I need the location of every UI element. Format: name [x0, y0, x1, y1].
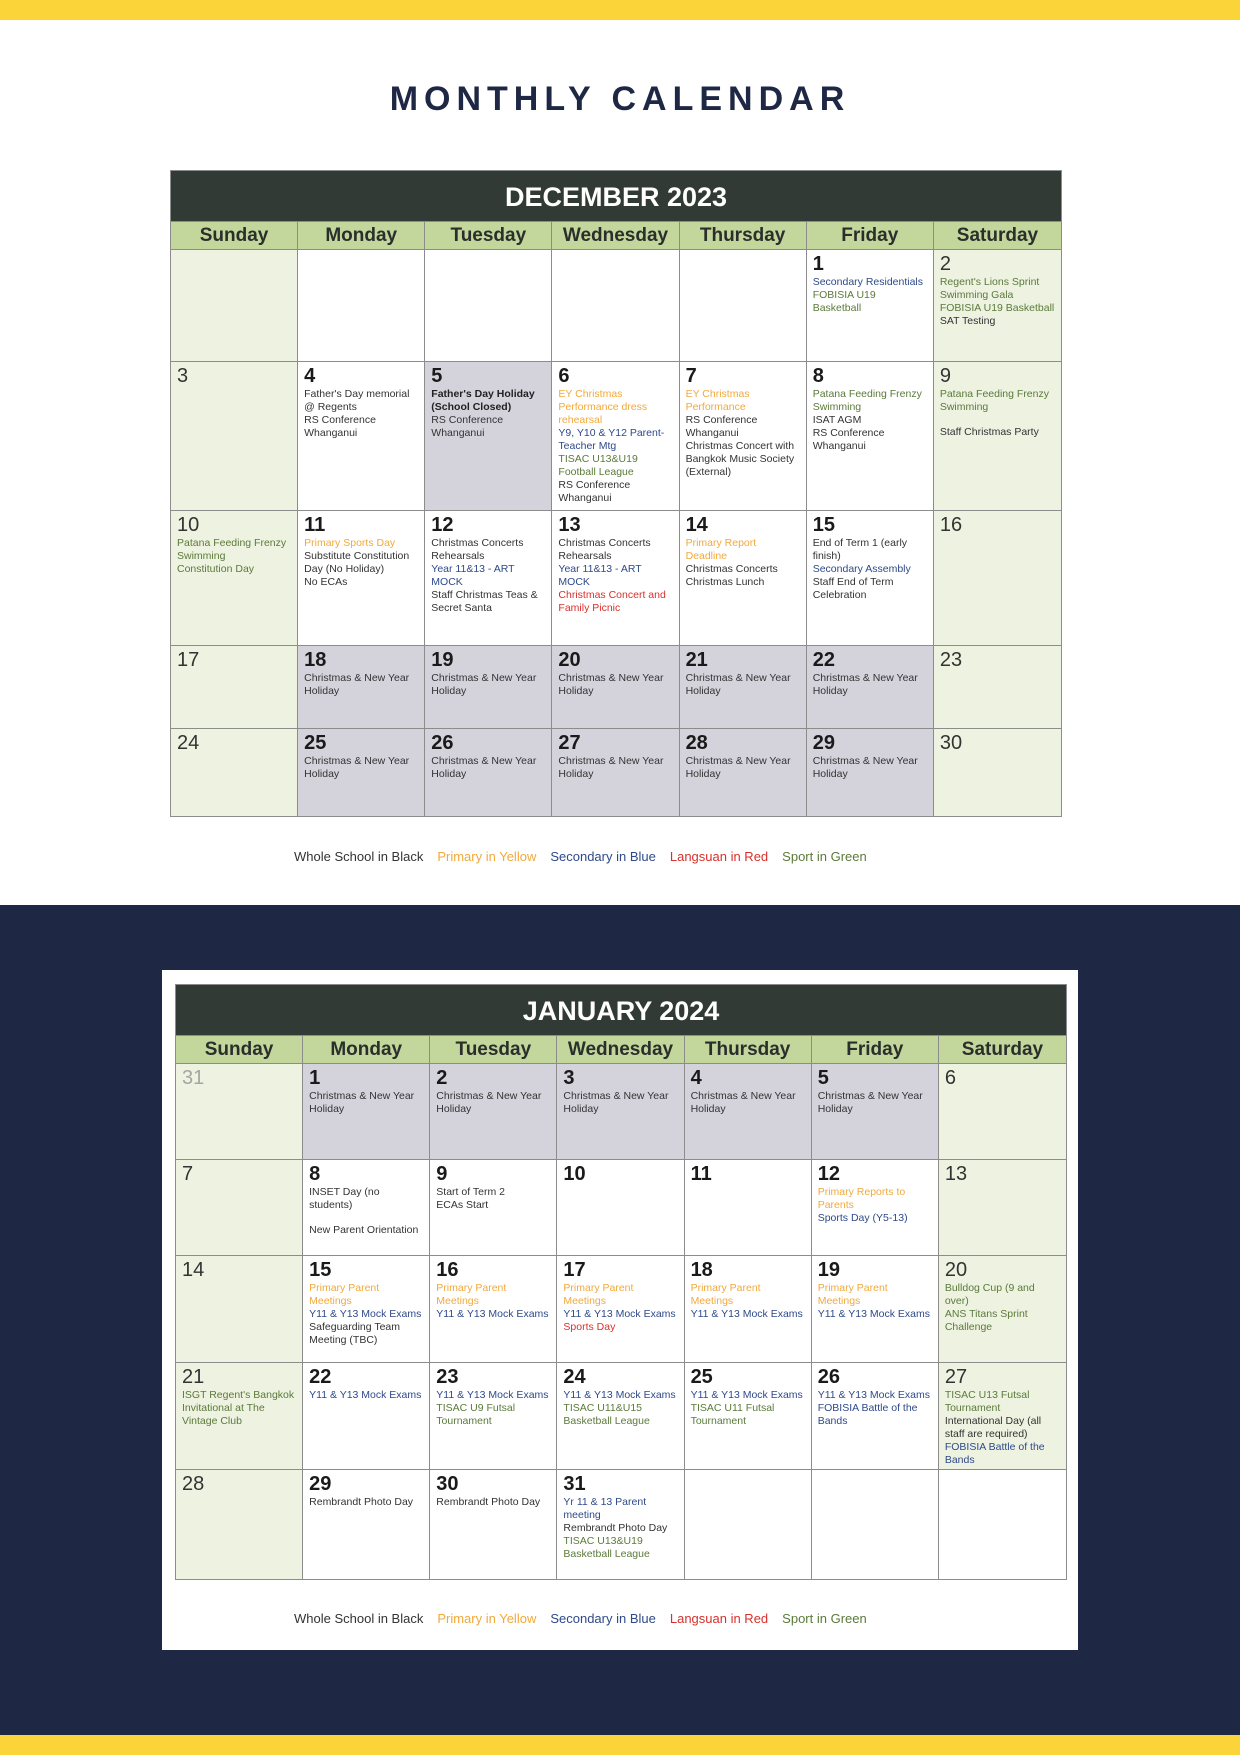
event-text: Secondary Residentials [812, 276, 924, 288]
event-text: FOBISIA Battle of the Bands [817, 1402, 918, 1427]
day-cell [557, 1362, 684, 1469]
day-number: 31 [182, 1067, 205, 1089]
event-text: Y9, Y10 & Y12 Parent-Teacher Mtg [558, 427, 665, 452]
day-number: 14 [182, 1259, 205, 1281]
day-number: 27 [944, 1366, 968, 1388]
event-text: ISGT Regent's Bangkok Invitational at The Vintage Club [182, 1389, 295, 1427]
event-text: Christmas & New Year Holiday [436, 1090, 542, 1115]
day-number: 3 [563, 1067, 575, 1089]
event-text: Christmas & New Year Holiday [817, 1090, 923, 1115]
event-text: Y11 & Y13 Mock Exams [817, 1308, 930, 1320]
day-number: 19 [817, 1259, 840, 1281]
event-text: Primary Parent Meetings [309, 1282, 380, 1307]
day-cell [939, 1063, 1066, 1159]
event-text [309, 1212, 423, 1224]
weekday-wednesday: Wednesday [557, 1036, 684, 1064]
day-cell [812, 1469, 939, 1579]
day-number: 16 [939, 514, 963, 536]
event-text: INSET Day (no students) [309, 1186, 380, 1211]
legend-item: Secondary in Blue [550, 849, 656, 864]
event-text: Christmas & New Year Holiday [685, 672, 791, 697]
day-cell [430, 1159, 557, 1255]
weekday-sunday: Sunday [176, 1036, 303, 1064]
day-number: 13 [944, 1163, 968, 1185]
day-number: 8 [309, 1163, 321, 1185]
event-text: Father's Day Holiday (School Closed) [431, 388, 535, 413]
event-text: Y11 & Y13 Mock Exams [436, 1308, 549, 1320]
event-text: RS Conference Whanganui [812, 427, 885, 452]
day-cell [685, 1063, 812, 1159]
day-cell [557, 1469, 684, 1579]
event-text: RS Conference Whanganui [431, 414, 504, 439]
event-text: TISAC U9 Futsal Tournament [436, 1402, 516, 1427]
day-cell [685, 1159, 812, 1255]
day-number: 6 [558, 365, 570, 387]
event-text: Y11 & Y13 Mock Exams [563, 1389, 676, 1401]
day-number: 29 [812, 732, 835, 754]
event-text: Substitute Constitution Day (No Holiday) [304, 550, 410, 575]
day-number: 27 [558, 732, 581, 754]
day-cell [298, 249, 425, 361]
day-number: 20 [558, 649, 581, 671]
event-text: Christmas Concert and Family Picnic [558, 589, 666, 614]
day-cell [298, 728, 425, 816]
day-cell [298, 361, 425, 510]
calendar-december-2023 [170, 170, 1062, 817]
day-number: 19 [431, 649, 454, 671]
event-text: FOBISIA Battle of the Bands [944, 1441, 1045, 1466]
day-cell [430, 1469, 557, 1579]
day-cell [680, 728, 807, 816]
day-number: 7 [685, 365, 697, 387]
day-number: 9 [436, 1163, 448, 1185]
day-cell [303, 1362, 430, 1469]
day-cell [303, 1159, 430, 1255]
day-number: 1 [812, 253, 824, 275]
weekday-wednesday: Wednesday [552, 222, 679, 250]
legend-item: Langsuan in Red [669, 849, 769, 864]
day-number: 23 [436, 1366, 459, 1388]
day-cell [171, 249, 298, 361]
event-text: Sports Day (Y5-13) [817, 1212, 908, 1224]
day-number: 11 [690, 1163, 712, 1185]
day-cell [939, 1255, 1066, 1362]
day-number: 16 [436, 1259, 459, 1281]
event-text: Primary Parent Meetings [563, 1282, 634, 1307]
legend-item: Langsuan in Red [669, 1611, 769, 1626]
day-cell [812, 1255, 939, 1362]
day-cell [298, 645, 425, 728]
event-text: TISAC U11 Futsal Tournament [690, 1402, 775, 1427]
event-text: Father's Day memorial @ Regents [304, 388, 410, 413]
day-cell [425, 645, 552, 728]
day-number: 5 [431, 365, 443, 387]
day-cell [685, 1255, 812, 1362]
event-text: Christmas Concerts Rehearsals [558, 537, 651, 562]
event-text: Yr 11 & 13 Parent meeting [563, 1496, 647, 1521]
day-number: 1 [309, 1067, 321, 1089]
day-cell [685, 1362, 812, 1469]
event-text: Rembrandt Photo Day [436, 1496, 541, 1508]
event-text: Christmas & New Year Holiday [563, 1090, 669, 1115]
event-text: Christmas & New Year Holiday [431, 672, 537, 697]
event-text: Primary Reports to Parents [817, 1186, 906, 1211]
day-cell [807, 361, 934, 510]
day-cell [807, 728, 934, 816]
day-cell [171, 728, 298, 816]
event-text: ECAs Start [436, 1199, 489, 1211]
event-text: ISAT AGM [812, 414, 862, 426]
event-text: RS Conference Whanganui [558, 479, 631, 504]
day-cell [557, 1159, 684, 1255]
event-text: Sports Day [563, 1321, 616, 1333]
day-number: 13 [558, 514, 581, 536]
event-text: Constitution Day [177, 563, 255, 575]
event-text: RS Conference Whanganui [304, 414, 376, 439]
day-number: 17 [177, 649, 200, 671]
day-cell [934, 645, 1061, 728]
calendar-grid [171, 249, 1061, 816]
day-cell [552, 249, 679, 361]
day-cell [176, 1255, 303, 1362]
day-number: 21 [685, 649, 708, 671]
day-cell [939, 1469, 1066, 1579]
day-number: 28 [182, 1473, 205, 1495]
event-text: Y11 & Y13 Mock Exams [690, 1308, 803, 1320]
day-cell [176, 1362, 303, 1469]
day-cell [430, 1063, 557, 1159]
day-number: 10 [563, 1163, 586, 1185]
event-text: FOBISIA U19 Basketball [939, 302, 1055, 314]
day-cell [807, 645, 934, 728]
weekday-saturday: Saturday [939, 1036, 1066, 1064]
day-number: 11 [304, 514, 326, 536]
event-text: FOBISIA U19 Basketball [812, 289, 876, 314]
day-number: 30 [939, 732, 963, 754]
event-text: Christmas & New Year Holiday [309, 1090, 415, 1115]
top-accent-bar [0, 0, 1240, 20]
bottom-accent-bar [0, 1735, 1240, 1755]
event-text: TISAC U13&U19 Basketball League [563, 1535, 650, 1560]
event-text: Christmas & New Year Holiday [558, 672, 664, 697]
legend-item: Secondary in Blue [550, 1611, 656, 1626]
day-cell [425, 728, 552, 816]
day-number: 26 [431, 732, 454, 754]
day-cell [425, 510, 552, 645]
day-number: 9 [939, 365, 951, 387]
day-cell [552, 361, 679, 510]
day-number: 10 [177, 514, 200, 536]
day-cell [812, 1362, 939, 1469]
event-text: Primary Parent Meetings [436, 1282, 507, 1307]
event-text: Y11 & Y13 Mock Exams [690, 1389, 803, 1401]
day-number: 25 [304, 732, 327, 754]
day-number: 2 [436, 1067, 448, 1089]
event-text: EY Christmas Performance dress rehearsal [558, 388, 648, 426]
calendar-month-title: JANUARY 2024 [176, 985, 1066, 1035]
weekday-monday: Monday [298, 222, 425, 250]
event-text: Year 11&13 - ART MOCK [558, 563, 642, 588]
color-legend-january [294, 1611, 881, 1626]
day-number: 7 [182, 1163, 194, 1185]
event-text: Christmas & New Year Holiday [304, 672, 410, 697]
day-number: 4 [690, 1067, 702, 1089]
day-cell [552, 728, 679, 816]
day-cell [176, 1159, 303, 1255]
event-text: Y11 & Y13 Mock Exams [563, 1308, 676, 1320]
day-cell [171, 645, 298, 728]
event-text: Staff Christmas Teas & Secret Santa [431, 589, 538, 614]
event-text: New Parent Orientation [309, 1224, 419, 1236]
legend-item: Sport in Green [782, 849, 867, 864]
day-cell [557, 1063, 684, 1159]
day-cell [685, 1469, 812, 1579]
day-cell [552, 510, 679, 645]
event-text: Year 11&13 - ART MOCK [431, 563, 515, 588]
day-number: 5 [817, 1067, 829, 1089]
day-number: 15 [309, 1259, 332, 1281]
day-number: 12 [431, 514, 454, 536]
weekday-saturday: Saturday [934, 222, 1061, 250]
legend-item: Sport in Green [782, 1611, 867, 1626]
event-text: Y11 & Y13 Mock Exams [817, 1389, 930, 1401]
day-number: 25 [690, 1366, 713, 1388]
event-text: Regent's Lions Sprint Swimming Gala [939, 276, 1040, 301]
event-text: Y11 & Y13 Mock Exams [436, 1389, 549, 1401]
event-text: International Day (all staff are required) [944, 1415, 1042, 1440]
day-cell [176, 1063, 303, 1159]
day-number: 6 [944, 1067, 956, 1089]
day-number: 4 [304, 365, 316, 387]
day-number: 24 [563, 1366, 586, 1388]
day-cell [425, 361, 552, 510]
color-legend-december [294, 849, 881, 864]
event-text: End of Term 1 (early finish) [812, 537, 908, 562]
day-number: 2 [939, 253, 951, 275]
day-number: 8 [812, 365, 824, 387]
day-cell [812, 1063, 939, 1159]
event-text: Christmas Lunch [685, 576, 765, 588]
day-number: 23 [939, 649, 963, 671]
event-text: Staff Christmas Party [939, 426, 1039, 438]
event-text: Bulldog Cup (9 and over) [944, 1282, 1035, 1307]
day-cell [298, 510, 425, 645]
day-cell [552, 645, 679, 728]
day-cell [934, 510, 1061, 645]
day-cell [430, 1255, 557, 1362]
day-number: 29 [309, 1473, 332, 1495]
day-cell [680, 249, 807, 361]
day-number: 17 [563, 1259, 586, 1281]
event-text: Start of Term 2 [436, 1186, 505, 1198]
event-text: Rembrandt Photo Day [563, 1522, 668, 1534]
event-text: Christmas Concerts Rehearsals [431, 537, 524, 562]
weekday-monday: Monday [303, 1036, 430, 1064]
event-text: Christmas & New Year Holiday [690, 1090, 796, 1115]
day-number: 28 [685, 732, 708, 754]
event-text: Christmas & New Year Holiday [431, 755, 537, 780]
event-text: TISAC U13 Futsal Tournament [944, 1389, 1030, 1414]
weekday-friday: Friday [807, 222, 934, 250]
day-number: 18 [690, 1259, 713, 1281]
event-text: Christmas & New Year Holiday [812, 672, 918, 697]
day-cell [939, 1159, 1066, 1255]
day-number: 30 [436, 1473, 459, 1495]
day-number: 3 [177, 365, 189, 387]
day-number: 22 [309, 1366, 332, 1388]
day-cell [812, 1159, 939, 1255]
event-text: EY Christmas Performance [685, 388, 750, 413]
event-text [940, 414, 1055, 426]
day-number: 14 [685, 514, 708, 536]
weekday-tuesday: Tuesday [425, 222, 552, 250]
day-cell [303, 1255, 430, 1362]
day-cell [939, 1362, 1066, 1469]
day-number: 22 [812, 649, 835, 671]
event-text: Primary Parent Meetings [690, 1282, 761, 1307]
calendar-grid [176, 1063, 1066, 1579]
day-cell [303, 1469, 430, 1579]
day-cell [680, 361, 807, 510]
weekday-header-row [176, 1035, 1066, 1063]
event-text: Patana Feeding Frenzy Swimming [812, 388, 922, 413]
page-title: MONTHLY CALENDAR [389, 80, 851, 118]
day-cell [171, 510, 298, 645]
day-number: 15 [812, 514, 835, 536]
day-cell [934, 728, 1061, 816]
day-number: 24 [177, 732, 200, 754]
weekday-thursday: Thursday [685, 1036, 812, 1064]
day-cell [680, 645, 807, 728]
event-text: Primary Report Deadline [685, 537, 757, 562]
weekday-friday: Friday [812, 1036, 939, 1064]
weekday-sunday: Sunday [171, 222, 298, 250]
event-text: ANS Titans Sprint Challenge [944, 1308, 1028, 1333]
day-number: 12 [817, 1163, 840, 1185]
event-text: TISAC U11&U15 Basketball League [563, 1402, 650, 1427]
day-cell [557, 1255, 684, 1362]
day-number: 20 [944, 1259, 968, 1281]
day-cell [807, 510, 934, 645]
day-number: 18 [304, 649, 327, 671]
event-text: Rembrandt Photo Day [309, 1496, 414, 1508]
event-text: Primary Parent Meetings [817, 1282, 888, 1307]
day-cell [807, 249, 934, 361]
day-cell [934, 249, 1061, 361]
event-text: Christmas & New Year Holiday [685, 755, 791, 780]
day-cell [680, 510, 807, 645]
day-cell [171, 361, 298, 510]
event-text: Y11 & Y13 Mock Exams [309, 1308, 422, 1320]
legend-item: Whole School in Black [294, 1611, 424, 1626]
event-text: Patana Feeding Frenzy Swimming [939, 388, 1049, 413]
day-number: 26 [817, 1366, 840, 1388]
weekday-thursday: Thursday [680, 222, 807, 250]
calendar-january-2024 [175, 984, 1067, 1580]
legend-item: Whole School in Black [294, 849, 424, 864]
event-text: Christmas & New Year Holiday [812, 755, 918, 780]
weekday-tuesday: Tuesday [430, 1036, 557, 1064]
event-text: TISAC U13&U19 Football League [558, 453, 638, 478]
event-text: No ECAs [304, 576, 348, 588]
calendar-month-title: DECEMBER 2023 [171, 171, 1061, 221]
legend-item: Primary in Yellow [437, 1611, 537, 1626]
day-cell [425, 249, 552, 361]
event-text: Primary Sports Day [304, 537, 396, 549]
event-text: RS Conference Whanganui [685, 414, 758, 439]
event-text: Patana Feeding Frenzy Swimming [177, 537, 287, 562]
event-text: Staff End of Term Celebration [812, 576, 894, 601]
event-text: Y11 & Y13 Mock Exams [309, 1389, 422, 1401]
legend-item: Primary in Yellow [437, 849, 537, 864]
day-cell [430, 1362, 557, 1469]
event-text: Secondary Assembly [812, 563, 911, 575]
event-text: Christmas Concert with Bangkok Music Society (External) [685, 440, 795, 478]
event-text: Safeguarding Team Meeting (TBC) [309, 1321, 401, 1346]
event-text: Christmas & New Year Holiday [304, 755, 410, 780]
day-cell [934, 361, 1061, 510]
weekday-header-row [171, 221, 1061, 249]
day-cell [303, 1063, 430, 1159]
day-number: 31 [563, 1473, 586, 1495]
day-number: 21 [182, 1366, 205, 1388]
event-text: Christmas Concerts [685, 563, 778, 575]
event-text: Christmas & New Year Holiday [558, 755, 664, 780]
event-text: SAT Testing [939, 315, 996, 327]
day-cell [176, 1469, 303, 1579]
